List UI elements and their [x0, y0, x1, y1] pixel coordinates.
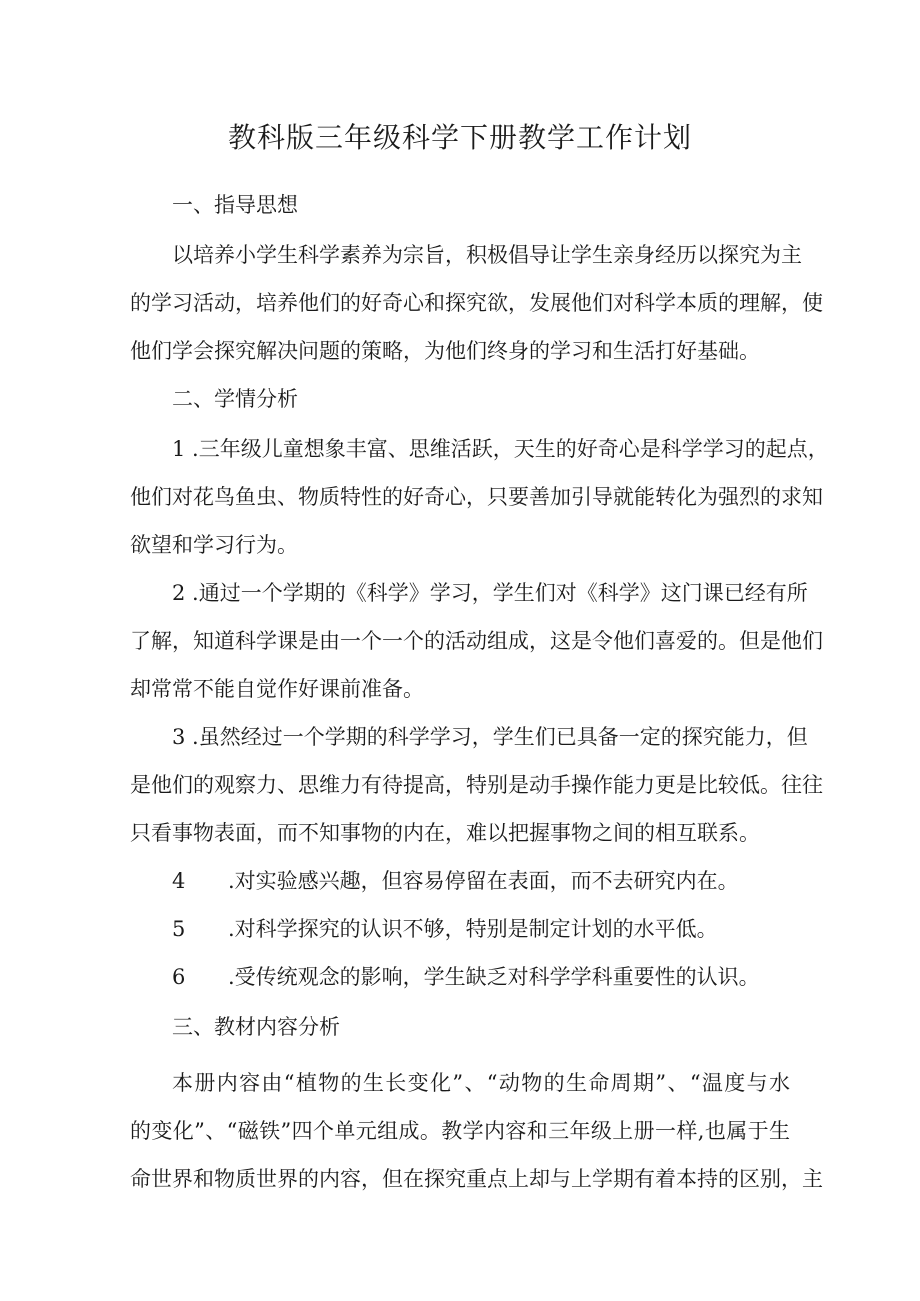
list-item-line: 了解，知道科学课是由一个一个的活动组成，这是令他们喜爱的。但是他们: [130, 629, 823, 653]
list-item-text: .受传统观念的影响，学生缺乏对科学学科重要性的认识。: [228, 965, 760, 989]
list-item-line: 2 .通过一个学期的《科学》学习，学生们对《科学》这门课已经有所: [172, 581, 808, 605]
paragraph-line: 以培养小学生科学素养为宗旨，积极倡导让学生亲身经历以探究为主: [172, 243, 802, 267]
list-item-text: .对科学探究的认识不够，特别是制定计划的水平低。: [228, 917, 718, 941]
document-title: 教科版三年级科学下册教学工作计划: [227, 121, 692, 154]
list-item-text: .对实验感兴趣，但容易停留在表面，而不去研究内在。: [228, 869, 739, 893]
paragraph-line: 的变化”、“磁铁”四个单元组成。教学内容和三年级上册一样,也属于生: [130, 1119, 790, 1143]
list-item-line: 他们对花鸟鱼虫、物质特性的好奇心，只要善加引导就能转化为强烈的求知: [130, 485, 823, 509]
list-item-line: 只看事物表面，而不知事物的内在，难以把握事物之间的相互联系。: [130, 821, 760, 845]
list-item-line: 欲望和学习行为。: [130, 533, 298, 557]
list-item-line: 3 .虽然经过一个学期的科学学习，学生们已具备一定的探究能力，但: [172, 725, 808, 749]
paragraph-line: 本册内容由“植物的生长变化”、“动物的生命周期”、“温度与水: [172, 1071, 790, 1095]
paragraph-line: 他们学会探究解决问题的策略，为他们终身的学习和生活打好基础。: [130, 339, 760, 363]
paragraph-line: 命世界和物质世界的内容，但在探究重点上却与上学期有着本持的区别，主: [130, 1167, 823, 1191]
section-heading-textbook-analysis: 三、教材内容分析: [172, 1015, 340, 1039]
section-heading-student-analysis: 二、学情分析: [172, 387, 298, 411]
paragraph-line: 的学习活动，培养他们的好奇心和探究欲，发展他们对科学本质的理解，使: [130, 291, 823, 315]
section-heading-guiding-ideology: 一、指导思想: [172, 193, 298, 217]
list-item-number: 4: [172, 869, 186, 893]
list-item-line: 1 .三年级儿童想象丰富、思维活跃，天生的好奇心是科学学习的起点，: [172, 437, 829, 461]
list-item-line: 是他们的观察力、思维力有待提高，特别是动手操作能力更是比较低。往往: [130, 773, 823, 797]
list-item-number: 6: [172, 965, 186, 989]
list-item-number: 5: [172, 917, 186, 941]
list-item-line: 却常常不能自觉作好课前准备。: [130, 677, 424, 701]
